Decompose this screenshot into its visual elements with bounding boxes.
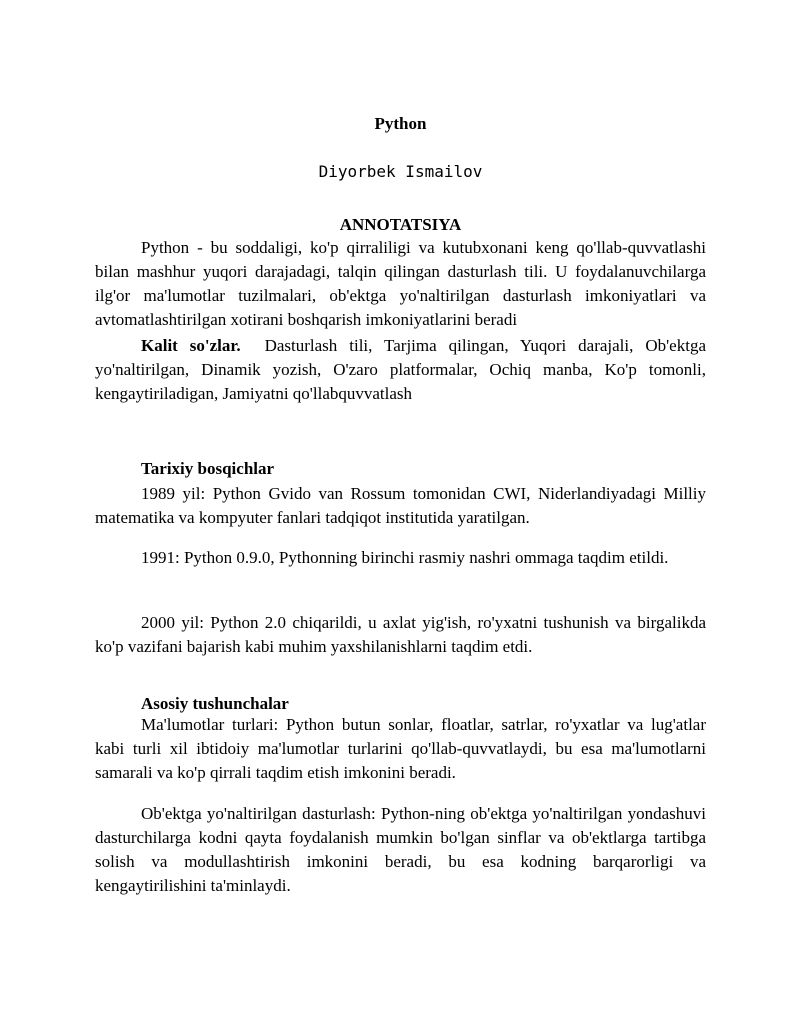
section-heading-concepts: Asosiy tushunchalar — [141, 694, 289, 713]
history-paragraph: 1991: Python 0.9.0, Pythonning birinchi rasmiy nashri ommaga taqdim etildi. — [141, 548, 669, 567]
concepts-paragraph: Ma'lumotlar turlari: Python butun sonlar, floatlar, satrlar, ro'yxatlar va lug'atlar kabi turli xil ibtidoiy ma'lumotlar turlarini qo'llab-quvvatlaydi, bu esa ma'lumotlarni samarali va ko'p qirrali taqdim etish imkonini beradi. — [95, 715, 706, 782]
keywords-label: Kalit so'zlar. — [141, 336, 241, 355]
history-paragraph: 2000 yil: Python 2.0 chiqarildi, u axlat yig'ish, ro'yxatni tushunish va birgalikda ko'p vazifani bajarish kabi muhim yaxshilanishlarni taqdim etdi. — [95, 613, 706, 656]
concepts-paragraph: Ob'ektga yo'naltirilgan dasturlash: Python-ning ob'ektga yo'naltirilgan yondashuvi dasturchilarga kodni qayta foydalanish mumkin bo'lgan sinflar va ob'ektlarga tartibga solish va modullashtirish imkonini beradi, bu esa kodning barqarorligi va kengaytirilishini ta'minlaydi. — [95, 804, 706, 895]
section-heading-history: Tarixiy bosqichlar — [141, 459, 275, 478]
keywords-paragraph — [95, 334, 706, 406]
author-name: Diyorbek Ismailov — [318, 162, 483, 181]
annotation-paragraph: Python - bu soddaligi, ko'p qirraliligi va kutubxonani keng qo'llab-quvvatlashi bilan mashhur yuqori darajadagi, talqin qilingan dasturlash tili. U foydalanuvchilarga ilg'or ma'lumotlar tuzilmalari, ob'ektga yo'naltirilgan dasturlash imkoniyatlari va avtomatlashtirilgan xotirani boshqarish imkoniyatlarini beradi — [95, 238, 706, 329]
history-paragraph: 1989 yil: Python Gvido van Rossum tomonidan CWI, Niderlandiyadagi Milliy matematika va kompyuter fanlari tadqiqot institutida yaratilgan. — [95, 484, 706, 527]
keywords-text: Dasturlash tili, Tarjima qilingan, Yuqori darajali, Ob'ektga yo'naltirilgan, Dinamik yozish, O'zaro platformalar, Ochiq manba, Ko'p tomonli, kengaytiriladigan, Jamiyatni qo'llabquvvatlash — [95, 336, 706, 403]
annotation-heading: ANNOTATSIYA — [339, 215, 462, 234]
document-title: Python — [374, 114, 427, 133]
